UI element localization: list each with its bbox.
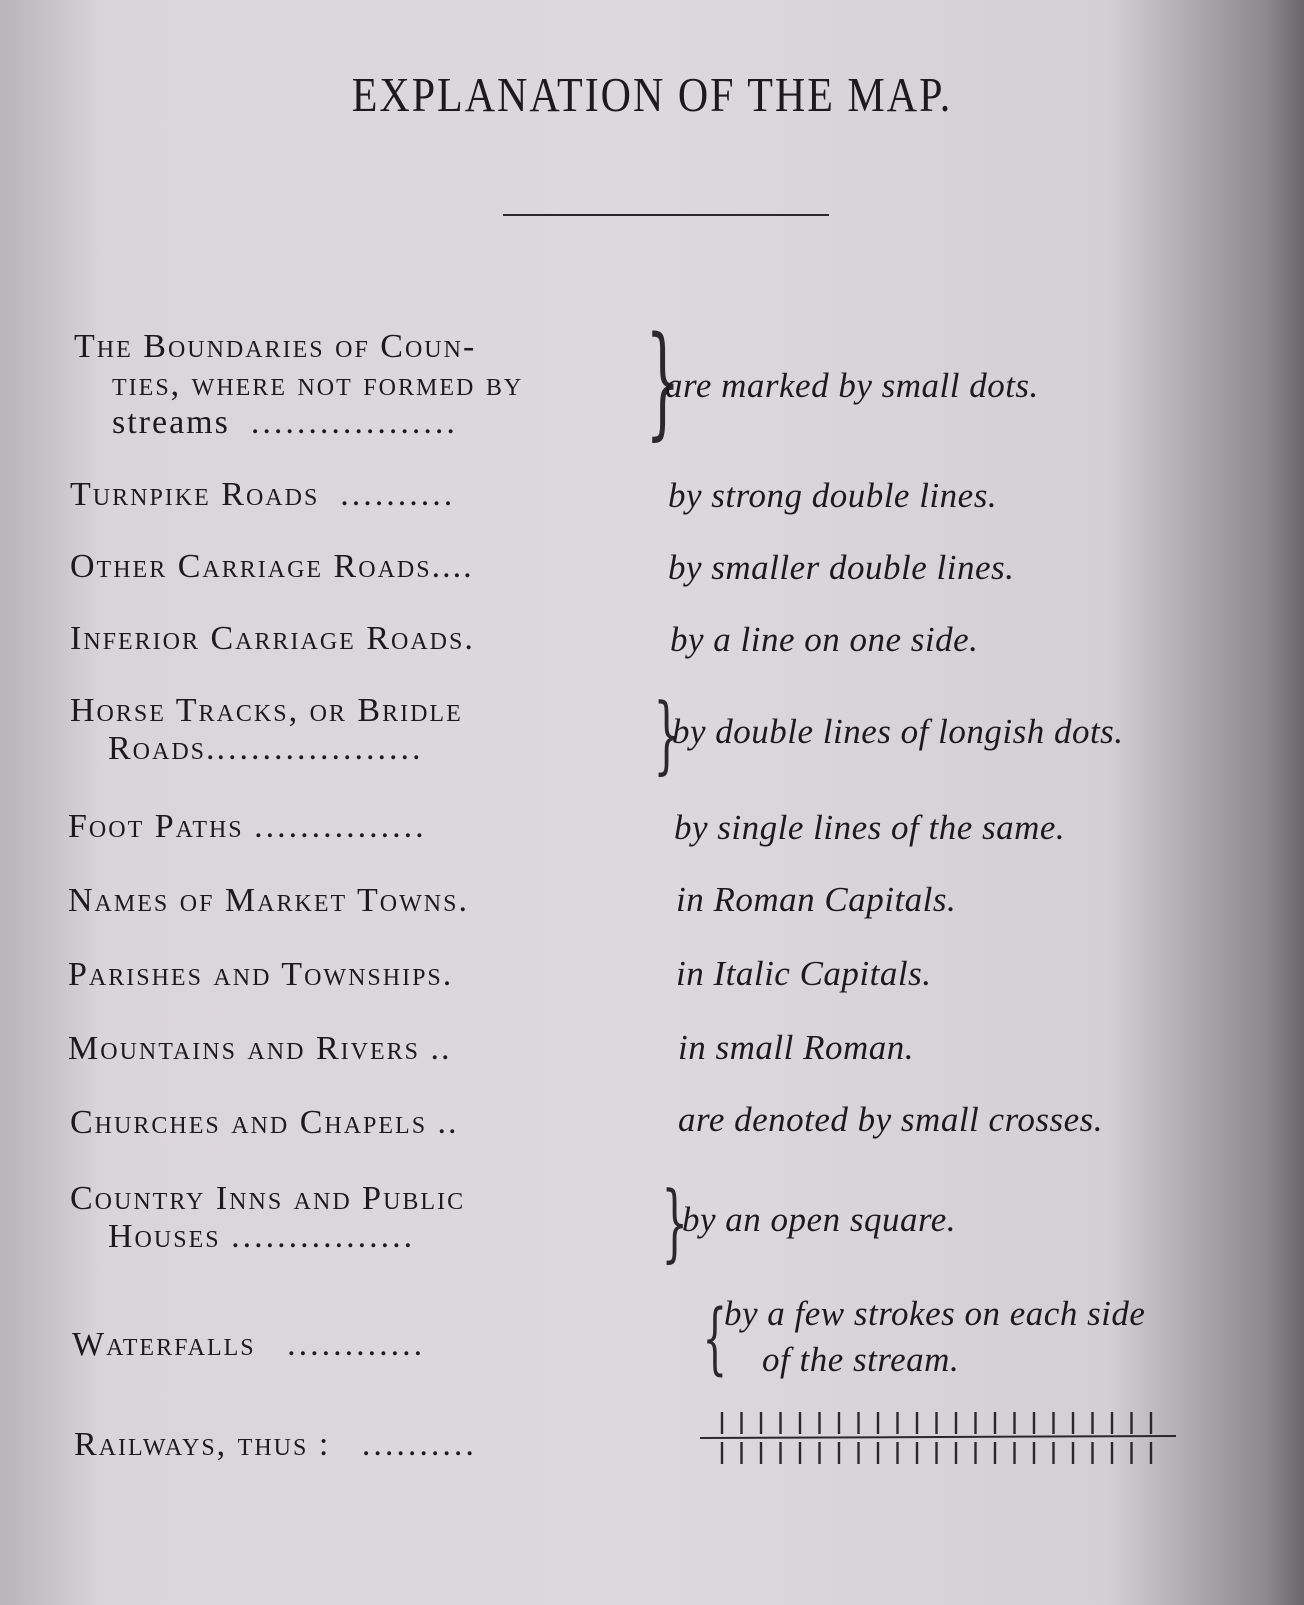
entry-desc-country-inns: by an open square.	[682, 1200, 957, 1239]
entry-desc-horse-tracks: by double lines of longish dots.	[672, 712, 1124, 751]
entry-label-boundaries	[74, 328, 523, 442]
entry-label-waterfalls: Waterfalls ............	[72, 1326, 426, 1363]
entry-desc-other-carriage: by smaller double lines.	[668, 548, 1015, 587]
entry-label-parishes: Parishes and Townships.	[68, 956, 454, 993]
entry-label-foot-paths: Foot Paths ...............	[68, 808, 427, 845]
entry-label-inferior-carriage: Inferior Carriage Roads.	[70, 620, 475, 657]
entry-label-market-towns: Names of Market Towns.	[68, 882, 469, 919]
entry-desc-market-towns: in Roman Capitals.	[676, 880, 957, 919]
entry-desc-churches: are denoted by small crosses.	[678, 1100, 1104, 1139]
right-brace-icon: }	[645, 310, 681, 452]
entry-label-railways: Railways, thus : ..........	[74, 1426, 477, 1463]
entry-label-line: Houses ................	[108, 1218, 416, 1255]
entry-desc-inferior-carriage: by a line on one side.	[670, 620, 979, 659]
entry-desc-foot-paths: by single lines of the same.	[674, 808, 1066, 847]
title-rule	[503, 214, 829, 216]
entry-label-churches: Churches and Chapels ..	[70, 1104, 459, 1141]
entry-label-horse-tracks	[70, 692, 463, 768]
entry-desc-boundaries: are marked by small dots.	[665, 366, 1039, 405]
entry-label-line: Country Inns and Public	[70, 1180, 466, 1217]
entry-label-mountains: Mountains and Rivers ..	[68, 1030, 452, 1067]
entry-label-line: streams ..................	[112, 404, 458, 441]
entry-label-line: Horse Tracks, or Bridle	[70, 692, 463, 729]
railway-symbol-icon	[700, 1410, 1176, 1466]
entry-label-line: ties, where not formed by	[112, 366, 524, 403]
entry-desc-turnpike: by strong double lines.	[668, 476, 998, 515]
entry-label-line: The Boundaries of Coun-	[74, 328, 477, 365]
left-brace-icon: {	[702, 1294, 728, 1384]
right-brace-icon: }	[653, 685, 681, 783]
page-title: EXPLANATION OF THE MAP.	[351, 69, 953, 123]
entry-desc-waterfalls-1: by a few strokes on each side	[724, 1294, 1146, 1333]
entry-label-turnpike: Turnpike Roads ..........	[70, 476, 456, 513]
entry-desc-mountains: in small Roman.	[678, 1028, 914, 1067]
entry-label-other-carriage: Other Carriage Roads....	[70, 548, 474, 585]
right-brace-icon: }	[661, 1173, 689, 1271]
entry-desc-waterfalls-2: of the stream.	[762, 1340, 960, 1379]
entry-label-country-inns	[70, 1180, 465, 1256]
entry-desc-parishes: in Italic Capitals.	[676, 954, 932, 993]
entry-label-line: Roads...................	[108, 730, 424, 767]
